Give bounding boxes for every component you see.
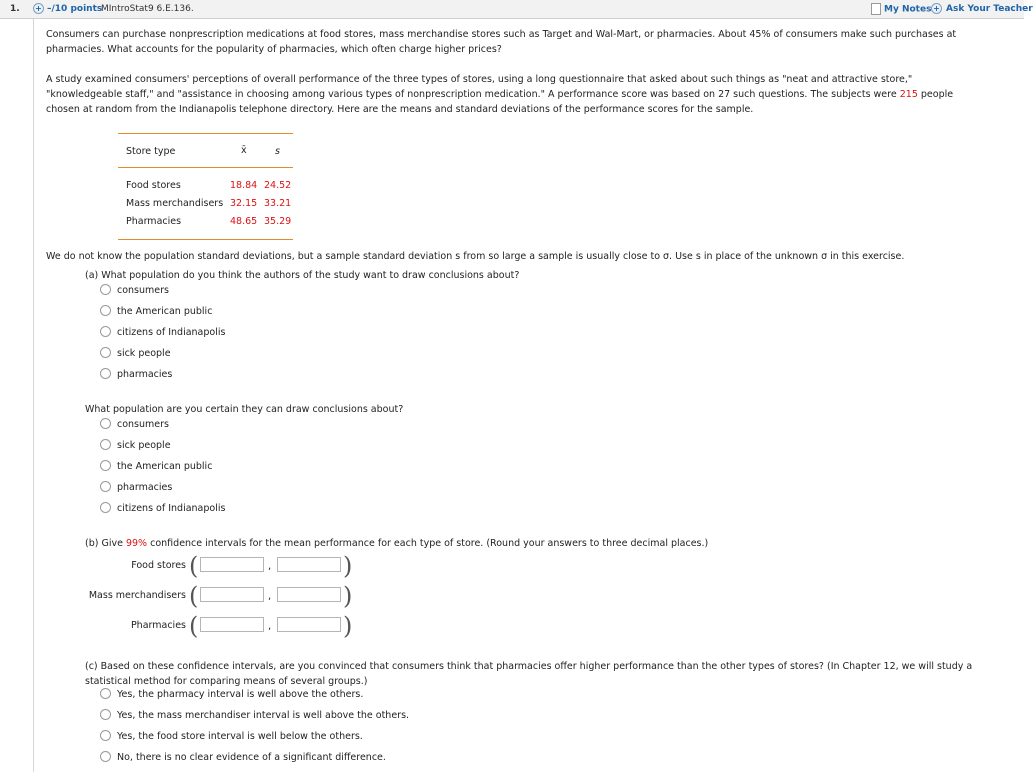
option-label: Yes, the mass merchandiser interval is well above the others.: [117, 710, 410, 721]
radio-button[interactable]: [100, 751, 111, 762]
header-store-type: Store type: [126, 146, 176, 157]
problem-code: MIntroStat9 6.E.136.: [101, 4, 194, 14]
option-label: No, there is no clear evidence of a significant difference.: [117, 752, 386, 763]
left-divider: [33, 19, 34, 772]
row-sd: 35.29: [264, 216, 292, 227]
radio-option[interactable]: [100, 689, 363, 700]
row-mean: 18.84: [230, 180, 258, 191]
part-c-text: (c) Based on these confidence intervals, are you convinced that consumers think that pharmacies offer higher performance than the other types of stores? (In Chapter 12, we will study a: [85, 661, 973, 672]
ci-row-pharmacies: [0, 612, 400, 640]
row-mean: 48.65: [230, 216, 258, 227]
ci-label: Pharmacies: [130, 620, 186, 631]
sigma-note: We do not know the population standard deviations, but a sample standard deviation s from so large a sample is usually close to σ. Use s in place of the unknown σ in this exercise.: [46, 251, 905, 262]
radio-option[interactable]: [100, 327, 225, 338]
row-store: Pharmacies: [126, 216, 182, 227]
row-store: Food stores: [126, 180, 181, 191]
radio-option[interactable]: [100, 503, 225, 514]
radio-button[interactable]: [100, 284, 111, 295]
part-b-question: [85, 538, 708, 549]
option-label: consumers: [117, 419, 169, 430]
radio-button[interactable]: [100, 730, 111, 741]
radio-option[interactable]: [100, 752, 386, 763]
intro-text-part: people: [920, 89, 954, 100]
radio-button[interactable]: [100, 347, 111, 358]
intro-text: pharmacies. What accounts for the popularity of pharmacies, which often charge higher prices?: [46, 44, 502, 55]
row-sd: 33.21: [264, 198, 292, 209]
notes-icon: [871, 3, 881, 15]
my-notes-button[interactable]: [871, 3, 931, 15]
ci-label: Food stores: [131, 560, 186, 571]
radio-button[interactable]: [100, 460, 111, 471]
option-label: consumers: [117, 285, 169, 296]
part-a-question-2: What population are you certain they can draw conclusions about?: [85, 404, 404, 415]
part-b-prefix: (b) Give: [85, 538, 123, 549]
comma: ,: [268, 621, 272, 632]
close-paren: ): [343, 552, 353, 580]
comma: ,: [268, 561, 272, 572]
ci-upper-input[interactable]: [277, 557, 341, 572]
option-label: sick people: [117, 348, 171, 359]
option-label: citizens of Indianapolis: [117, 327, 226, 338]
intro-text: Consumers can purchase nonprescription medications at food stores, mass merchandise stores such as Target and Wal-Mart, or pharmacies. About 45% of consumers make such purchases at: [46, 29, 957, 40]
row-sd: 24.52: [264, 180, 292, 191]
radio-button[interactable]: [100, 709, 111, 720]
table-rule: [118, 167, 293, 168]
open-paren: (: [189, 552, 199, 580]
option-label: Yes, the pharmacy interval is well above the others.: [117, 689, 364, 700]
intro-paragraph-1: [46, 27, 1001, 57]
ci-upper-input[interactable]: [277, 617, 341, 632]
part-c-question: [85, 659, 1015, 689]
intro-text: A study examined consumers' perceptions of overall performance of the three types of stores, using a long questionnaire that asked about such things as "neat and attractive store,": [46, 74, 913, 85]
radio-option[interactable]: [100, 348, 171, 359]
radio-option[interactable]: [100, 419, 169, 430]
table-rule: [118, 133, 293, 134]
expand-plus-icon[interactable]: +: [33, 3, 44, 14]
part-c-text: statistical method for comparing means of several groups.): [85, 676, 368, 687]
radio-option[interactable]: [100, 710, 409, 721]
part-a-question: (a) What population do you think the authors of the study want to draw conclusions about?: [85, 270, 520, 281]
radio-option[interactable]: [100, 285, 169, 296]
plus-icon: +: [931, 3, 942, 14]
comma: ,: [268, 591, 272, 602]
radio-button[interactable]: [100, 439, 111, 450]
my-notes-label: My Notes: [884, 4, 932, 15]
option-label: citizens of Indianapolis: [117, 503, 226, 514]
ci-lower-input[interactable]: [200, 617, 264, 632]
table-rule: [118, 239, 293, 240]
open-paren: (: [189, 582, 199, 610]
radio-button[interactable]: [100, 368, 111, 379]
header-mean: x̄: [241, 145, 247, 156]
radio-option[interactable]: [100, 461, 212, 472]
intro-paragraph-2: [46, 72, 1001, 117]
ask-teacher-label: Ask Your Teacher: [946, 4, 1033, 14]
radio-button[interactable]: [100, 688, 111, 699]
option-label: pharmacies: [117, 482, 173, 493]
open-paren: (: [189, 612, 199, 640]
row-mean: 32.15: [230, 198, 258, 209]
row-store: Mass merchandisers: [126, 198, 224, 209]
ci-row-food: [0, 552, 400, 580]
option-label: sick people: [117, 440, 171, 451]
radio-button[interactable]: [100, 502, 111, 513]
intro-text-part: "knowledgeable staff," and "assistance in choosing among various types of nonprescription medication." A performance score was based on 27 such questions. The subjects were: [46, 89, 897, 100]
part-b-suffix: confidence intervals for the mean performance for each type of store. (Round your answers to three decimal places.): [150, 538, 709, 549]
ci-lower-input[interactable]: [200, 587, 264, 602]
points-label: –/10 points: [47, 4, 103, 14]
question-number: 1.: [10, 4, 20, 14]
subjects-count: 215: [899, 89, 918, 100]
radio-button[interactable]: [100, 305, 111, 316]
radio-option[interactable]: [100, 731, 363, 742]
radio-option[interactable]: [100, 306, 212, 317]
option-label: the American public: [117, 461, 213, 472]
option-label: pharmacies: [117, 369, 173, 380]
radio-button[interactable]: [100, 481, 111, 492]
ci-lower-input[interactable]: [200, 557, 264, 572]
option-label: Yes, the food store interval is well below the others.: [117, 731, 363, 742]
radio-option[interactable]: [100, 440, 171, 451]
close-paren: ): [343, 582, 353, 610]
ci-label: Mass merchandisers: [88, 590, 186, 601]
header-sd: s: [275, 146, 280, 157]
radio-option[interactable]: [100, 369, 172, 380]
confidence-level: 99%: [125, 538, 148, 549]
option-label: the American public: [117, 306, 213, 317]
radio-option[interactable]: [100, 482, 172, 493]
radio-button[interactable]: [100, 418, 111, 429]
ci-upper-input[interactable]: [277, 587, 341, 602]
ask-teacher-button[interactable]: [931, 3, 1033, 14]
close-paren: ): [343, 612, 353, 640]
question-header: [0, 0, 1033, 19]
radio-button[interactable]: [100, 326, 111, 337]
intro-text: chosen at random from the Indianapolis telephone directory. Here are the means and standard deviations of the performance scores for the sample.: [46, 104, 754, 115]
ci-row-mass: [0, 582, 400, 610]
intro-text: [46, 87, 1001, 102]
